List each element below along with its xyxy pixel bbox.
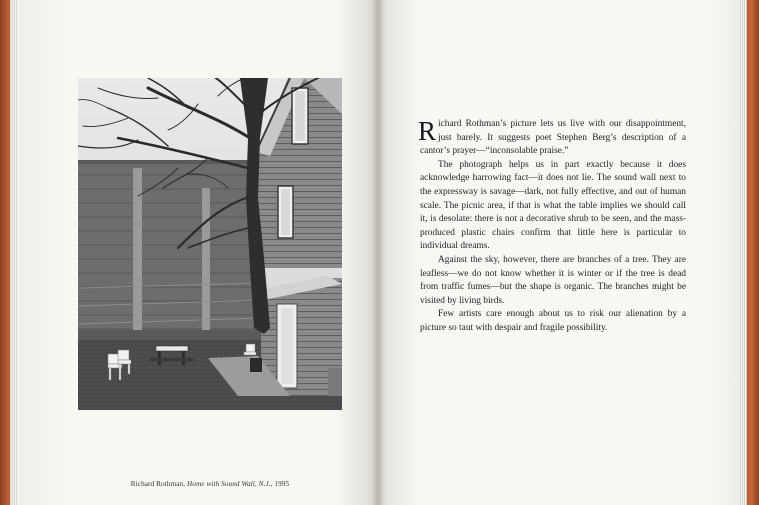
drop-cap: R — [418, 116, 437, 146]
essay-paragraph-2: The photograph helps us in part exactly because it does acknowledge harrowing fact—it does not lie. The sound wall next to the expressway is savage—dark, not fully effective, and out of human scale. The picnic area, if that is what the table implies we should call it, is desolate: there is not a decorative shrub to be seen, and the mass-produced plastic chairs confirm that little here is particular to individual dreams. — [420, 159, 686, 252]
photograph — [78, 78, 342, 410]
photo-caption — [100, 480, 320, 488]
essay-paragraph-3: Against the sky, however, there are branches of a tree. They are leafless—we do not know whether it is winter or if the tree is dead from traffic fumes—but the shape is organic. The branches might be visited by living birds. — [420, 254, 686, 306]
essay-paragraph-1 — [420, 118, 686, 159]
essay-text — [420, 118, 686, 336]
caption-title: Home with Sound Wall, N.J., — [187, 480, 273, 488]
caption-author: Richard Rothman, — [130, 480, 186, 488]
book-gutter — [372, 0, 384, 505]
essay-paragraph-4: Few artists care enough about us to risk our alienation by a picture so taut with despair and fragile possibility. — [420, 309, 686, 333]
paragraph-text: ichard Rothman’s picture lets us live with our disappointment, just barely. It suggests poet Stephen Berg’s description of a cantor’s prayer—“inconsolable praise.” — [420, 119, 686, 157]
page-stack-left — [10, 0, 18, 505]
caption-year: 1995 — [274, 480, 290, 488]
page-stack-right — [739, 0, 747, 505]
photograph-image — [78, 78, 342, 410]
